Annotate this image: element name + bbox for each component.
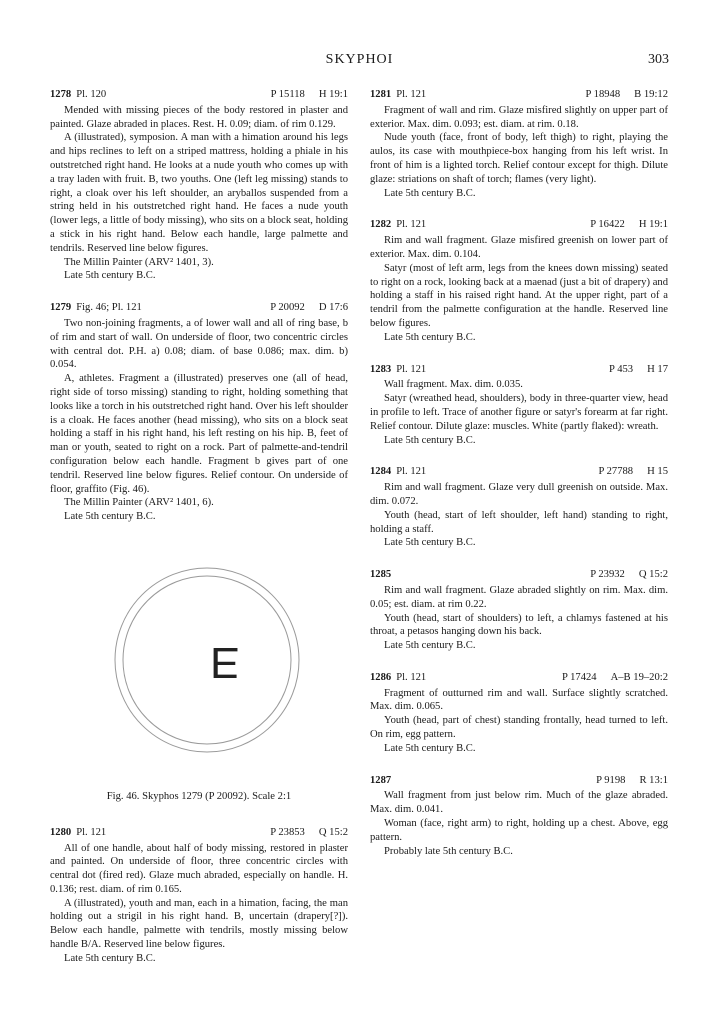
entry-plate-ref: Fig. 46; Pl. 121 [76,302,142,314]
catalogue-entry [50,301,348,524]
entry-paragraph: A (illustrated), symposion. A man with a himation around his legs and hips reclines to left on a striped mattress, holding a phiale in his outstretched right hand. He looks at a nude youth who comes up with a tray laden with fruit. B, two youths. One (left leg missing) stands to right, a cloak over his left shoulder, an aryballos suspended from a string held in his outstretched right hand. He faces a nude youth (lower legs, a little of body missing), who sits on a block seat, holding a stick in his right hand. Below each handle, large palmette and tendrils. Reserved line below figures. [50,132,348,254]
catalogue-entry [370,363,668,448]
graffito-drawing [50,542,348,782]
entry-paragraph: Rim and wall fragment. Glaze abraded slightly on rim. Max. dim. 0.05; est. diam. at rim 0.22. [370,584,668,610]
page-number: 303 [648,52,669,67]
entry-heading [50,301,348,315]
entry-paragraph: Two non-joining fragments, a of lower wall and all of ring base, b of rim and start of wall. On underside of floor, two concentric circles with central dot. P.H. a) 0.08; diam. of base 0.086; max. dim. b) 0.054. [50,317,348,371]
entry-paragraph: Fragment of outturned rim and wall. Surface slightly scratched. Max. dim. 0.065. [370,687,668,713]
entry-grid-location: Q 15:2 [638,569,668,581]
entry-number: 1279 [50,302,72,314]
entry-heading [370,363,668,377]
entry-number: 1286 [370,671,392,683]
entry-paragraph: Rim and wall fragment. Glaze very dull greenish on outside. Max. dim. 0.072. [370,482,668,507]
entry-grid-location: Q 15:2 [318,826,348,838]
catalogue-entry [370,671,668,756]
entry-grid-location: H 19:1 [318,89,348,100]
catalogue-entry [50,88,348,283]
left-column [50,88,348,984]
entry-paragraph: Woman (face, right arm) to right, holding up a chest. Above, egg pattern. [370,818,668,843]
entry-inventory-number: P 17424 [561,671,597,683]
entry-paragraph: Late 5th century B.C. [64,270,156,282]
catalogue-entry [370,465,668,550]
right-entries [370,88,668,858]
entry-grid-location: H 15 [647,466,668,478]
catalogue-entry [370,218,668,344]
entry-heading [370,568,668,582]
catalogue-entry [50,826,348,966]
entry-grid-location: R 13:1 [639,774,668,786]
entry-inventory-number: P 27788 [598,466,634,478]
figure-caption: Fig. 46. Skyphos 1279 (P 20092). Scale 2:1 [106,790,292,802]
entry-heading [370,774,668,788]
left-entries-after [50,826,348,966]
entry-number: 1281 [370,89,392,100]
entry-paragraph: Late 5th century B.C. [64,511,156,523]
entry-inventory-number: P 453 [609,363,634,375]
entry-paragraph: Satyr (most of left arm, legs from the knees down missing) seated to right on a rock, looking back at a maenad (just a bit of drapery) and holding a staff in his raised right hand. At the upper right, part of a tendril from the palmette configuration at the handle. Reserved line below figures. [370,262,668,329]
right-column [370,88,668,876]
entry-grid-location: H 17 [647,363,668,375]
figure-46 [50,542,348,782]
entry-heading [370,671,668,685]
entry-paragraph: Nude youth (face, front of body, left thigh) to right, playing the aulos, its case with mouthpiece-box hanging from his left wrist. In front of him is a lighted torch. Relief contour except for thigh. Dilute glaze: striations on shaft of torch; flames (very light). [370,132,668,185]
entry-paragraph: The Millin Painter (ARV² 1401, 3). [64,256,214,268]
entry-plate-ref: Pl. 121 [396,219,427,231]
entry-inventory-number: P 23853 [270,826,305,838]
entry-paragraph: Youth (head, part of chest) standing frontally, head turned to left. On rim, egg pattern. [370,715,668,741]
catalogue-entry [370,774,668,859]
entry-paragraph: Youth (head, start of shoulders) to left, a chlamys fastened at his throat, a petasos hanging down his back. [370,612,668,638]
entry-paragraph: Mended with missing pieces of the body restored in plaster and painted. Glaze abraded in places. Rest. H. 0.09; diam. of rim 0.129. [50,104,348,130]
entry-paragraph: Satyr (wreathed head, shoulders), body in three-quarter view, head in profile to left. Trace of another figure or satyr's forearm at far right. Relief contour. Dilute glaze: muscles. White (partly flaked): wreath. [370,393,668,432]
entry-plate-ref: Pl. 121 [396,363,427,375]
entry-plate-ref: Pl. 121 [76,826,107,838]
entry-paragraph: The Millin Painter (ARV² 1401, 6). [64,497,214,509]
entry-paragraph: Late 5th century B.C. [384,537,476,549]
entry-inventory-number: P 9198 [596,774,626,786]
entry-number: 1280 [50,826,72,838]
entry-paragraph: Late 5th century B.C. [384,187,476,199]
entry-plate-ref: Pl. 121 [396,671,427,683]
entry-paragraph: A, athletes. Fragment a (illustrated) preserves one (all of head, right side of torso missing) standing to right, holding something that looks like a torch in his outstretched right hand. Over his left shoulder is a cloak. He faces another (head missing), who sits on a block seat holding a staff in his right hand, his left resting on his hip. B, feet of man or youth, seated to right on a rock. Part of palmette-and-tendril configuration below each handle. Fragment b gives part of one tendril. Reserved line below figures. Relief contour. On underside of floor, graffito (Fig. 46). [50,373,348,495]
entry-plate-ref: Pl. 121 [396,466,427,478]
entry-inventory-number: P 20092 [270,302,305,314]
entry-inventory-number: P 16422 [590,219,625,231]
entry-number: 1285 [370,569,392,581]
entry-number: 1284 [370,466,392,478]
running-head [0,52,719,72]
entry-number: 1287 [370,774,392,786]
entry-paragraph: Wall fragment from just below rim. Much of the glaze abraded. Max. dim. 0.041. [370,790,668,816]
entry-heading [50,826,348,840]
entry-paragraph: Late 5th century B.C. [384,331,476,343]
running-title: SKYPHOI [325,52,394,67]
entry-plate-ref: Pl. 120 [76,89,107,100]
entry-paragraph: Probably late 5th century B.C. [384,845,513,857]
entry-inventory-number: P 23932 [590,569,625,581]
graffito-letter: E [210,637,240,687]
entry-heading [50,88,348,102]
entry-number: 1282 [370,219,392,231]
entry-paragraph: Late 5th century B.C. [384,640,476,652]
entry-paragraph: All of one handle, about half of body missing, restored in plaster and painted. On underside of floor, three concentric circles with central dot (fired red). Glaze much abraded, especially on handle. H. 0.136; rest. diam. of rim 0.165. [50,842,348,895]
entry-plate-ref: Pl. 121 [396,89,427,100]
entry-number: 1278 [50,89,72,100]
entry-paragraph: Fragment of wall and rim. Glaze misfired slightly on upper part of exterior. Max. dim. 0.093; est. diam. at rim. 0.18. [370,104,668,130]
entry-paragraph: Wall fragment. Max. dim. 0.035. [384,379,523,391]
entry-grid-location: B 19:12 [634,89,668,100]
catalogue-entry [370,568,668,653]
entry-grid-location: H 19:1 [638,219,668,231]
left-entries [50,88,348,524]
entry-grid-location: A–B 19–20:2 [610,671,668,683]
entry-number: 1283 [370,363,392,375]
entry-paragraph: Youth (head, start of left shoulder, left hand) standing to right, holding a staff. [370,509,668,535]
entry-paragraph: Late 5th century B.C. [384,742,476,754]
entry-heading [370,88,668,102]
entry-heading [370,465,668,479]
catalogue-entry [370,88,668,200]
entry-inventory-number: P 18948 [585,89,621,100]
entry-inventory-number: P 15118 [270,89,305,100]
entry-grid-location: D 17:6 [318,302,348,314]
entry-paragraph: Late 5th century B.C. [384,434,476,446]
entry-heading [370,218,668,232]
entry-paragraph: Late 5th century B.C. [64,952,156,964]
entry-paragraph: A (illustrated), youth and man, each in a himation, facing, the man holding out a strigil in his right hand. B, uncertain (drapery[?]). Below each handle, palmette with tendrils, mostly missing below handle B/A. Reserved line below figures. [50,897,348,951]
entry-paragraph: Rim and wall fragment. Glaze misfired greenish on lower part of exterior. Max. dim. 0.104. [370,235,668,260]
